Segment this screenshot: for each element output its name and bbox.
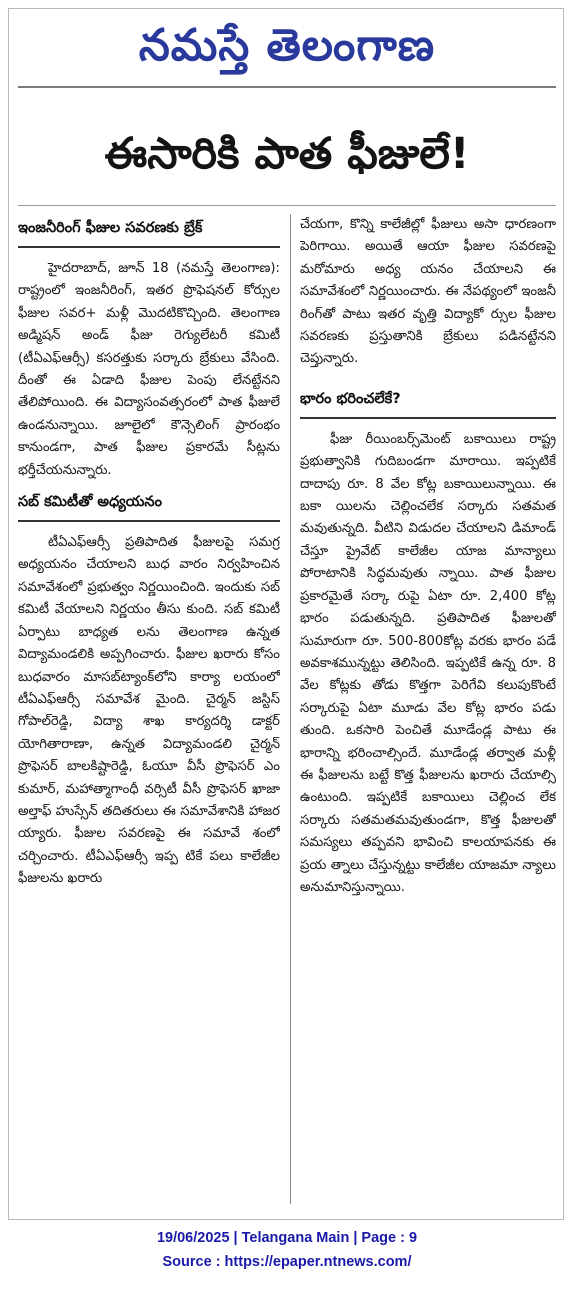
section-heading-underline <box>18 246 280 248</box>
article-headline: ఈసారికి పాత ఫీజులే! <box>104 129 470 179</box>
section-heading-subcommittee: సబ్‌ కమిటీతో అధ్యయనం <box>18 494 162 511</box>
paragraph-subcommittee: టీఏఎఫ్‌ఆర్సీ ప్రతిపాదిత ఫీజులపై సమగ్ర అధ్యయనం చేయాలని బుధ వారం నిర్వహించిన సమావేశంలో ప్రభుత్వం నిర్ణయించింది. ఇందుకు సబ్‌ కమిటీ వేయాలని నిర్ణయం తీసు కుంది. సబ్‌ కమిటీ ఏర్పాటు బాధ్యత లను తెలంగాణ ఉన్నత విద్యామండలికి అప్పగించారు. ఫీజుల ఖరారు కోసం బుధవారం మాసబ్‌ట్యాంక్‌లోని కార్యా లయంలో టీఏఎఫ్‌ఆర్సీ సమావేశ మైంది. చైర్మన్‌ జస్టిస్‌ గోపాల్‌రెడ్డి, విద్యా శాఖ కార్యదర్శి డాక్టర్‌ యోగితారాణా, ఉన్నత విద్యామండలి చైర్మన్‌ ప్రొఫెసర్‌ బాలకిష్టారెడ్డి, ఓయూ వీసీ ప్రొఫెసర్‌ ఎం కుమార్‌, మహాత్మాగాంధీ వర్సిటీ వీసీ ప్రొఫెసర్‌ ఖాజా అల్తాఫ్‌ హుస్సేన్‌ తదితరులు ఈ సమావేశానికి హాజర య్యారు. ఫీజుల సవరణపై ఈ సమావే శంలో చర్చించారు. టీఏఎఫ్‌ఆర్సీ ఇప్ప టికే పలు కాలేజీల ఫీజులను ఖరారు <box>18 535 280 887</box>
source-link[interactable]: Source : https://epaper.ntnews.com/ <box>162 1254 412 1270</box>
masthead-divider <box>18 86 556 88</box>
edition-info: 19/06/2025 | Telangana Main | Page : 9 <box>156 1230 418 1246</box>
paragraph-continued: చేయగా, కొన్ని కాలేజీల్లో ఫీజులు అసా ధారణంగా పెరిగాయి. అయితే ఆయా ఫీజుల సవరణపై మరోమారు అధ్య యనం చేయాలని ఈ సమావేశంలో నిర్ణయించారు. ఈ నేపథ్యంలో ఇంజనీ రింగ్‌తో పాటు ఇతర వృత్తి విద్యాకో ర్సుల ఫీజుల సవరణకు ప్రస్తుతానికి బ్రేకులు పడినట్టేనని చెప్తున్నారు. <box>300 217 556 367</box>
paragraph-burden: ఫీజు రీయింబర్స్‌మెంట్‌ బకాయిలు రాష్ట్ర ప్రభుత్వానికి గుదిబండగా మారాయి. ఇప్పటికే దాదాపు రూ. 8 వేల కోట్ల బకాయిలున్నాయి. ఈ బకా యిలను చెల్లించలేక సర్కారు సతమత మవుతున్నది. వీటిని విడుదల చేయాలని డిమాండ్‌ చేస్తూ ప్రైవేట్‌ కాలేజీల యాజ మాన్యాలు పోరాటానికి సిద్ధమవుతు న్నాయి. పాత ఫీజుల ప్రకారమైతే సర్కా రుపై ఏటా రూ. 2,400 కోట్ల భారం పడుతున్నది. ప్రతిపాదిత ఫీజులతో సుమారుగా రూ. 500-800కోట్ల వరకు భారం పడే అవకాశమున్నట్టు తెలిసింది. ఇప్పటికే ఉన్న రూ. 8 వేల కోట్లకు తోడు కొత్తగా పెరిగేవి కలుపుకొంటే సర్కారుపై ఏటా మూడు వేల కోట్ల భారం పడు తుంది. ఒకసారి పెంచితే మూడేండ్ల పాటు ఈ భారాన్ని భరించాల్సిందే. మూడేండ్ల తర్వాత మళ్లీ ఈ ఫీజులను బట్టే కొత్త ఫీజులను ఖరారు చేయాల్సి ఉంటుంది. ఇప్పటికే బకాయిలు చెల్లించ లేక సర్కారు సతమతమవుతుండగా, కొత్త ఫీజులతో సమస్యలు తప్పవని భావించి కాలయాపనకు ఈ ప్రయ త్నాలు చేస్తున్నట్టు కాలేజీల యాజమా న్యాలు అనుమానిస్తున్నాయి. <box>300 431 556 895</box>
section-heading-underline <box>300 417 556 419</box>
newspaper-masthead: నమస్తే తెలంగాణ <box>138 20 436 71</box>
section-heading-burden: భారం భరించలేకే? <box>300 390 401 407</box>
section-heading-fee-revision-break: ఇంజనీరింగ్‌ ఫీజుల సవరణకు బ్రేక్‌ <box>18 220 203 236</box>
headline-divider <box>18 205 556 206</box>
section-heading-underline <box>18 520 280 522</box>
paragraph-intro: హైదరాబాద్‌, జూన్‌ 18 (నమస్తే తెలంగాణ): రాష్ట్రంలో ఇంజనీరింగ్‌, ఇతర ప్రొఫెషనల్‌ కోర్సుల ఫీజుల సవర‌+ మళ్లీ మొదటికొచ్చింది. తెలంగాణ అడ్మిషన్‌ అండ్‌ ఫీజు రెగ్యులేటరీ కమిటీ (టీఏఎఫ్‌ఆర్సీ) కసరత్తుకు సర్కారు బ్రేకులు వేసింది. దీంతో ఈ ఏడాది ఫీజుల పెంపు లేనట్టేనని తేలిపోయింది. ఈ విద్యాసంవత్సరంలో పాత ఫీజులే ఉండనున్నాయి. జూలైలో కౌన్సెలింగ్‌ ప్రారంభం కానుండగా, పాత ఫీజుల ప్రకారమే సీట్లను భర్తీచేయనున్నారు. <box>18 261 280 478</box>
article-right-column <box>300 214 556 1208</box>
column-divider <box>290 214 291 1204</box>
article-left-column <box>18 214 280 1208</box>
